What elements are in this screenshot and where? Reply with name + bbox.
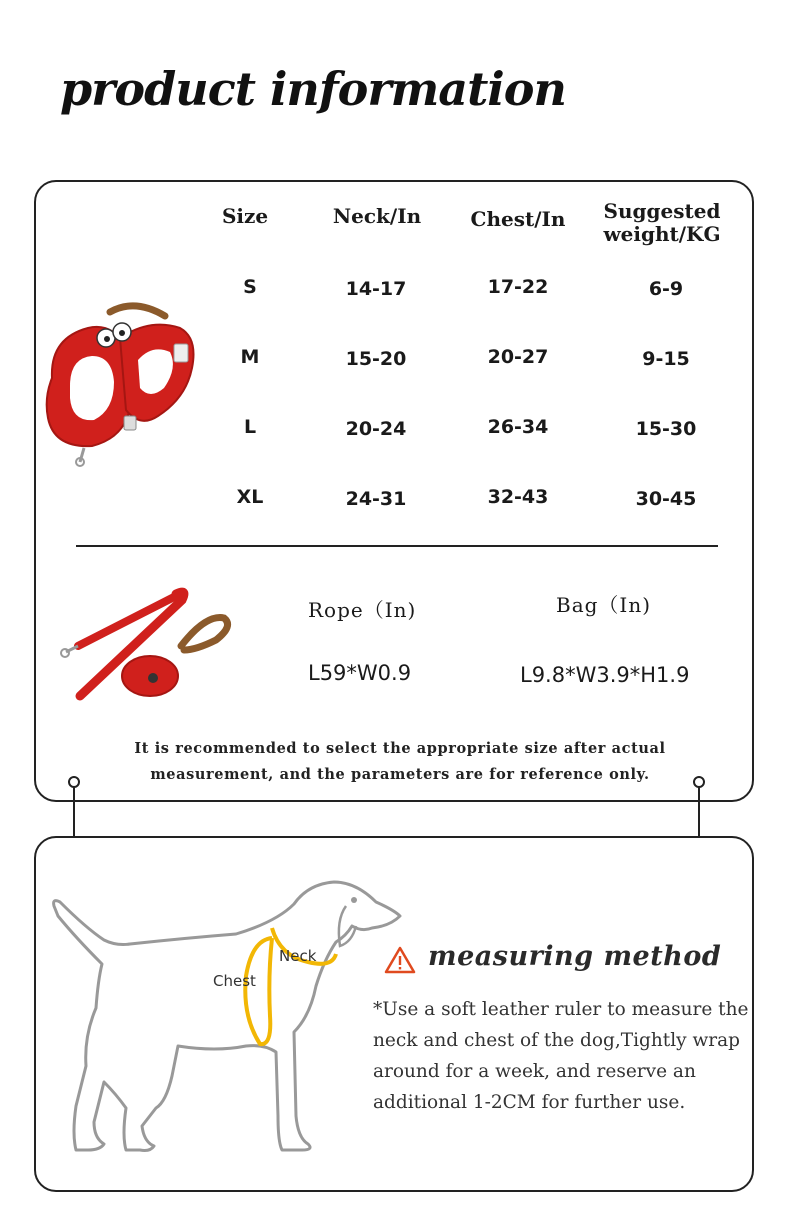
cell-neck: 24-31 (345, 488, 407, 510)
rope-value: L59*W0.9 (308, 661, 412, 685)
harness-image (40, 298, 200, 468)
dog-outline (46, 876, 406, 1156)
note-line-1: It is recommended to select the appropriate size after actual (134, 740, 666, 757)
pin-left-top (68, 776, 80, 788)
chest-label: Chest (213, 972, 256, 990)
cell-size: XL (236, 486, 264, 508)
leash-bag-image (56, 586, 236, 711)
header-weight-line2: weight/KG (603, 222, 721, 246)
bag-label: Bag（In) (556, 593, 652, 617)
cell-size: M (240, 346, 260, 368)
note-line-2: measurement, and the parameters are for reference only. (150, 766, 650, 783)
warning-icon (384, 946, 416, 974)
header-weight (592, 200, 732, 246)
cell-neck: 15-20 (345, 348, 407, 370)
pin-right-top (693, 776, 705, 788)
header-chest: Chest/In (470, 207, 566, 231)
cell-weight: 6-9 (648, 278, 684, 300)
cell-neck: 14-17 (345, 278, 407, 300)
header-neck: Neck/In (332, 204, 422, 228)
bag-value: L9.8*W3.9*H1.9 (520, 663, 690, 687)
cell-weight: 9-15 (642, 348, 690, 370)
cell-size: L (243, 416, 257, 438)
header-size: Size (221, 204, 269, 228)
rope-label: Rope（In) (308, 598, 417, 622)
table-divider (76, 545, 718, 547)
cell-chest: 20-27 (487, 346, 549, 368)
cell-size: S (243, 276, 257, 298)
cell-chest: 17-22 (487, 276, 549, 298)
cell-weight: 15-30 (635, 418, 697, 440)
cell-chest: 26-34 (487, 416, 549, 438)
size-recommendation-note (110, 736, 690, 788)
measuring-title: measuring method (428, 941, 722, 972)
cell-weight: 30-45 (635, 488, 697, 510)
neck-label: Neck (279, 947, 317, 965)
cell-neck: 20-24 (345, 418, 407, 440)
cell-chest: 32-43 (487, 486, 549, 508)
measuring-instructions: *Use a soft leather ruler to measure the neck and chest of the dog,Tightly wrap around for a week, and reserve an additional 1-2CM for further use. (373, 999, 749, 1113)
header-weight-line1: Suggested (603, 199, 721, 223)
page-title: product information (60, 62, 566, 116)
